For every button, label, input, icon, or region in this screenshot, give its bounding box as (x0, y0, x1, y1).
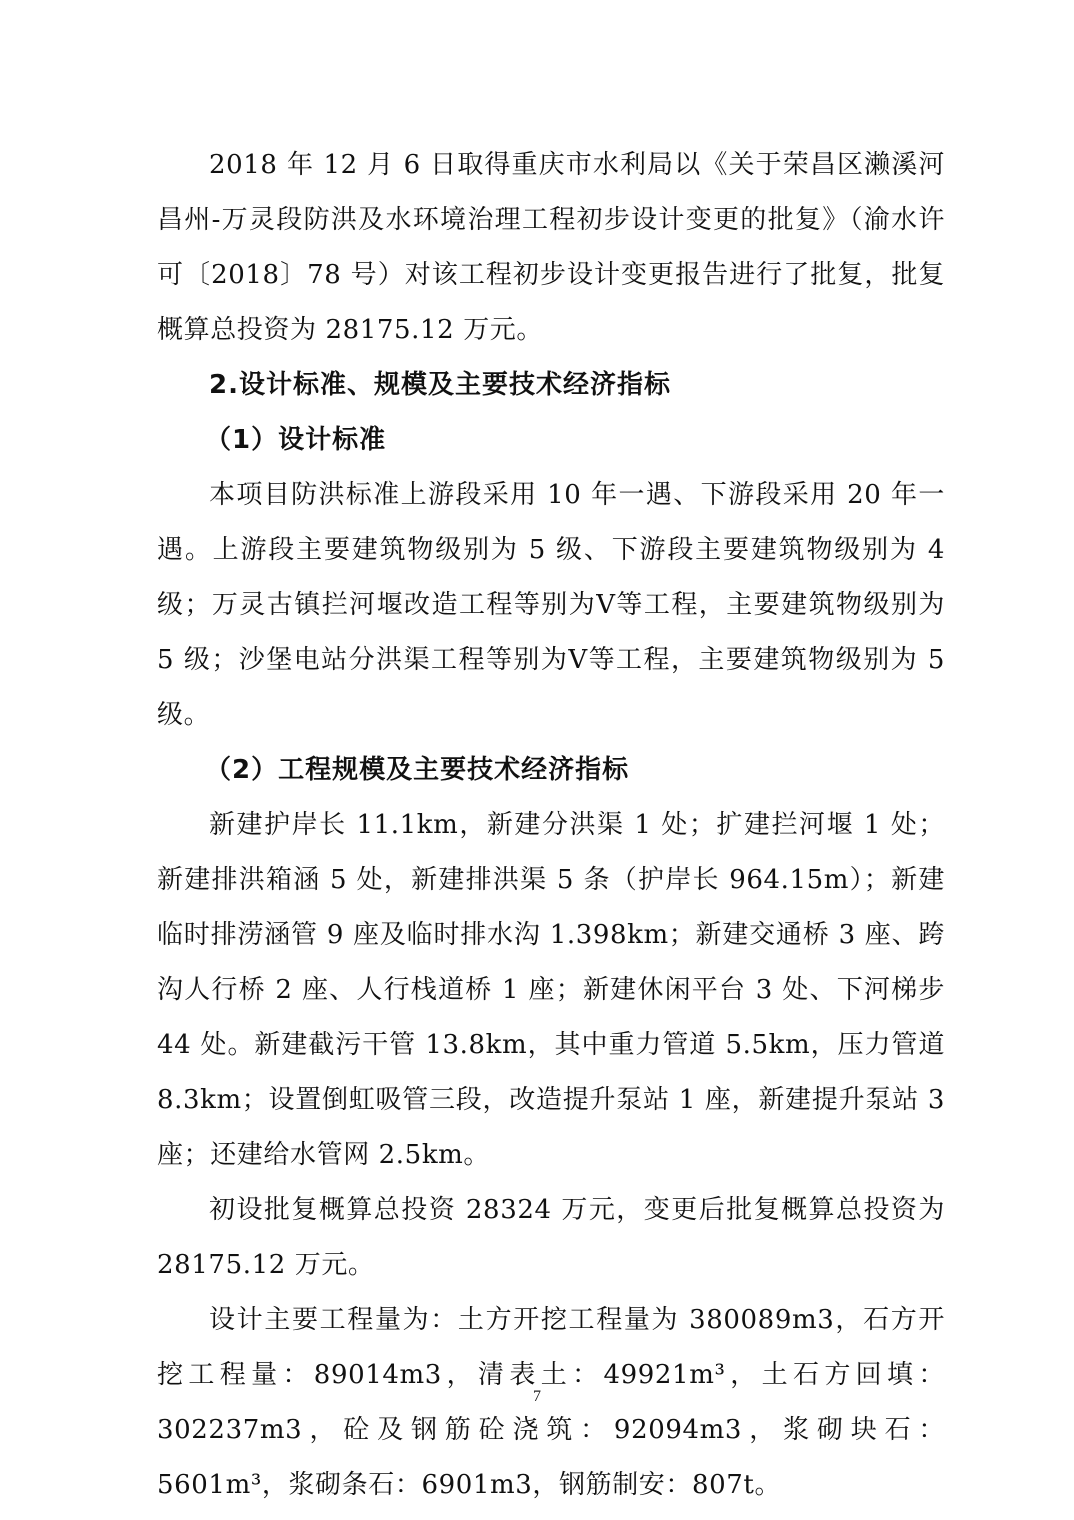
paragraph-quantities: 设计主要工程量为：土方开挖工程量为 380089m3，石方开挖工程量：89014m3，清表土：49921m³，土石方回填：302237m3，砼及钢筋砼浇筑：92094m3，浆砌块石：5601m³，浆砌条石：6901m3，钢筋制安：807t。 (157, 1305, 945, 1500)
document-body (157, 138, 945, 1513)
paragraph-approval: 2018 年 12 月 6 日取得重庆市水利局以《关于荣昌区濑溪河昌州-万灵段防洪及水环境治理工程初步设计变更的批复》（渝水许可〔2018〕78 号）对该工程初步设计变更报告进行了批复，批复概算总投资为 28175.12 万元。 (157, 150, 945, 345)
section-heading-design-standards: 2.设计标准、规模及主要技术经济指标 (209, 370, 671, 400)
subheading-scale-indicators: （2）工程规模及主要技术经济指标 (205, 755, 630, 785)
subheading-design-standard: （1）设计标准 (205, 425, 387, 455)
paragraph-flood-standard: 本项目防洪标准上游段采用 10 年一遇、下游段采用 20 年一遇。上游段主要建筑物级别为 5 级、下游段主要建筑物级别为 4 级；万灵古镇拦河堰改造工程等别为Ⅴ等工程，主要建筑物级别为 5 级；沙堡电站分洪渠工程等别为Ⅴ等工程，主要建筑物级别为 5 级。 (157, 480, 945, 730)
paragraph-construction-scope: 新建护岸长 11.1km，新建分洪渠 1 处；扩建拦河堰 1 处；新建排洪箱涵 5 处，新建排洪渠 5 条（护岸长 964.15m）；新建临时排涝涵管 9 座及临时排水沟 1.398km；新建交通桥 3 座、跨沟人行桥 2 座、人行栈道桥 1 座；新建休闲平台 3 处、下河梯步 44 处。新建截污干管 13.8km，其中重力管道 5.5km，压力管道 8.3km；设置倒虹吸管三段，改造提升泵站 1 座，新建提升泵站 3 座；还建给水管网 2.5km。 (157, 810, 945, 1170)
page-number: 7 (533, 1388, 541, 1405)
paragraph-investment: 初设批复概算总投资 28324 万元，变更后批复概算总投资为 28175.12 万元。 (157, 1195, 945, 1280)
